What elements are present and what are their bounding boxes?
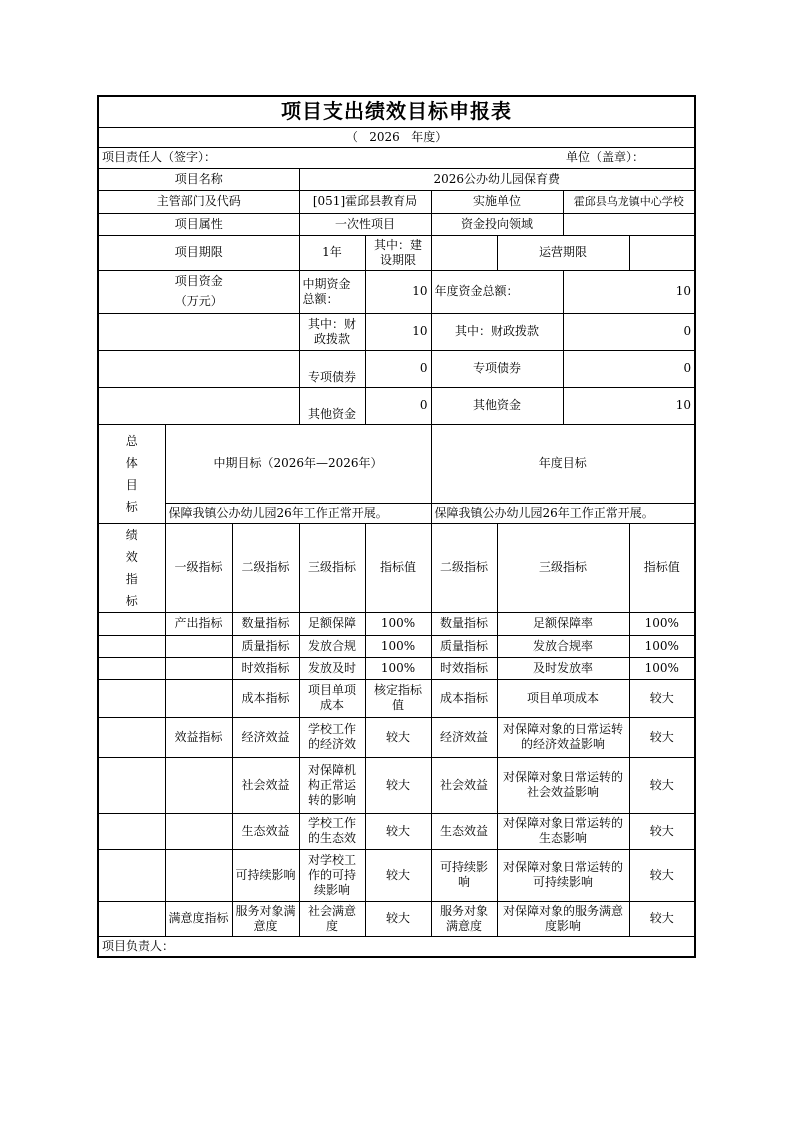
level3-cell: 学校工作的经济效 (299, 717, 365, 757)
mid-bond-value: 0 (365, 350, 431, 387)
investment-field-label: 资金投向领域 (431, 213, 563, 235)
project-funds-label-line1: 项目资金 (174, 274, 223, 288)
annual-level2-cell: 时效指标 (431, 657, 497, 679)
form-title: 项目支出绩效目标申报表 (98, 96, 695, 127)
overall-goal-label (98, 424, 165, 523)
value-cell: 核定指标值 (365, 679, 431, 717)
annual-level3-cell: 对保障对象的服务满意度影响 (497, 901, 629, 936)
level3-cell: 学校工作的生态效 (299, 813, 365, 849)
mid-goal-text: 保障我镇公办幼儿园26年工作正常开展。 (165, 503, 431, 523)
year-fiscal-label: 其中：财政拨款 (431, 313, 563, 350)
value-cell: 较大 (365, 849, 431, 901)
mid-total-value: 10 (365, 270, 431, 313)
value-cell: 较大 (365, 757, 431, 813)
level3-cell: 项目单项成本 (299, 679, 365, 717)
indicator-row (98, 679, 695, 717)
annual-value-cell: 较大 (629, 757, 695, 813)
level1-cell: 产出指标 (165, 612, 232, 635)
level3-cell: 对保障机构正常运转的影响 (299, 757, 365, 813)
level2-cell: 经济效益 (232, 717, 299, 757)
form-table (97, 95, 696, 958)
year-goal-header: 年度目标 (431, 424, 695, 503)
indicator-blank (98, 635, 165, 657)
investment-field-value (563, 213, 695, 235)
header-level2-annual: 二级指标 (431, 523, 497, 612)
annual-value-cell: 100% (629, 612, 695, 635)
year-total-label: 年度资金总额： (431, 270, 563, 313)
annual-value-cell: 100% (629, 657, 695, 679)
annual-level2-cell: 可持续影响 (431, 849, 497, 901)
value-cell: 100% (365, 657, 431, 679)
level2-cell: 可持续影响 (232, 849, 299, 901)
annual-value-cell: 较大 (629, 849, 695, 901)
operation-period-label: 运营期限 (497, 235, 629, 270)
project-name-label: 项目名称 (98, 168, 299, 190)
annual-value-cell: 较大 (629, 679, 695, 717)
year-bond-label: 专项债券 (431, 350, 563, 387)
construction-period-value (431, 235, 497, 270)
indicator-row (98, 612, 695, 635)
level1-cell (165, 813, 232, 849)
indicator-row (98, 757, 695, 813)
project-attribute-value: 一次性项目 (299, 213, 431, 235)
level3-cell: 发放及时 (299, 657, 365, 679)
indicator-blank (98, 813, 165, 849)
department-value: [051]霍邱县教育局 (299, 190, 431, 213)
indicator-blank (98, 679, 165, 717)
implementing-unit-value: 霍邱县乌龙镇中心学校 (563, 190, 695, 213)
mid-goal-header: 中期目标（2026年—2026年） (165, 424, 431, 503)
unit-seal-field[interactable]: 单位（盖章）： (563, 147, 695, 168)
level3-cell: 社会满意度 (299, 901, 365, 936)
indicator-label-text: 绩效指标 (125, 527, 138, 608)
level3-cell: 对学校工作的可持续影响 (299, 849, 365, 901)
level1-cell (165, 849, 232, 901)
level2-cell: 成本指标 (232, 679, 299, 717)
annual-level2-cell: 社会效益 (431, 757, 497, 813)
indicator-row (98, 717, 695, 757)
annual-level3-cell: 足额保障率 (497, 612, 629, 635)
indicator-blank (98, 717, 165, 757)
annual-level2-cell: 服务对象满意度 (431, 901, 497, 936)
project-leader-field[interactable]: 项目负责人： (98, 936, 695, 957)
level2-cell: 生态效益 (232, 813, 299, 849)
level3-cell: 发放合规 (299, 635, 365, 657)
indicator-blank (98, 901, 165, 936)
annual-level2-cell: 经济效益 (431, 717, 497, 757)
annual-level3-cell: 项目单项成本 (497, 679, 629, 717)
project-attribute-label: 项目属性 (98, 213, 299, 235)
mid-fiscal-value: 10 (365, 313, 431, 350)
annual-level3-cell: 对保障对象日常运转的可持续影响 (497, 849, 629, 901)
level1-cell (165, 635, 232, 657)
annual-level3-cell: 对保障对象日常运转的社会效益影响 (497, 757, 629, 813)
overall-goal-label-text: 总体目标 (125, 433, 138, 514)
fiscal-year: （ 2026 年度） (98, 127, 695, 147)
level1-cell: 满意度指标 (165, 901, 232, 936)
indicator-row (98, 813, 695, 849)
header-level3: 三级指标 (299, 523, 365, 612)
header-value-annual: 指标值 (629, 523, 695, 612)
annual-value-cell: 较大 (629, 717, 695, 757)
year-fiscal-value: 0 (563, 313, 695, 350)
mid-total-label: 中期资金总额： (299, 270, 365, 313)
level2-cell: 质量指标 (232, 635, 299, 657)
project-funds-label-line2: （万元） (174, 294, 223, 308)
indicator-blank (98, 849, 165, 901)
indicator-row (98, 635, 695, 657)
level1-cell (165, 679, 232, 717)
level1-cell (165, 757, 232, 813)
responsible-person-field[interactable]: 项目责任人（签字）： (98, 147, 563, 168)
mid-fiscal-label: 其中：财政拨款 (299, 313, 365, 350)
project-period-label: 项目期限 (98, 235, 299, 270)
level1-cell (165, 657, 232, 679)
header-level2: 二级指标 (232, 523, 299, 612)
value-cell: 100% (365, 635, 431, 657)
level2-cell: 时效指标 (232, 657, 299, 679)
annual-value-cell: 100% (629, 635, 695, 657)
project-period-value: 1年 (299, 235, 365, 270)
annual-level2-cell: 数量指标 (431, 612, 497, 635)
year-other-label: 其他资金 (431, 387, 563, 424)
mid-other-label: 其他资金 (299, 387, 365, 424)
header-level3-annual: 三级指标 (497, 523, 629, 612)
level1-cell: 效益指标 (165, 717, 232, 757)
annual-level3-cell: 对保障对象日常运转的生态影响 (497, 813, 629, 849)
annual-level3-cell: 发放合规率 (497, 635, 629, 657)
value-cell: 较大 (365, 717, 431, 757)
year-goal-text: 保障我镇公办幼儿园26年工作正常开展。 (431, 503, 695, 523)
value-cell: 100% (365, 612, 431, 635)
annual-level2-cell: 质量指标 (431, 635, 497, 657)
level2-cell: 社会效益 (232, 757, 299, 813)
level2-cell: 数量指标 (232, 612, 299, 635)
value-cell: 较大 (365, 901, 431, 936)
value-cell: 较大 (365, 813, 431, 849)
department-label: 主管部门及代码 (98, 190, 299, 213)
project-funds-label (98, 270, 299, 313)
mid-bond-label: 专项债券 (299, 350, 365, 387)
year-total-value: 10 (563, 270, 695, 313)
indicator-blank (98, 757, 165, 813)
indicator-label (98, 523, 165, 612)
annual-value-cell: 较大 (629, 901, 695, 936)
level2-cell: 服务对象满意度 (232, 901, 299, 936)
indicator-row (98, 901, 695, 936)
funds-blank-cell (98, 313, 299, 350)
construction-period-label: 其中：建设期限 (365, 235, 431, 270)
level3-cell: 足额保障 (299, 612, 365, 635)
annual-level2-cell: 成本指标 (431, 679, 497, 717)
indicator-blank (98, 657, 165, 679)
header-value: 指标值 (365, 523, 431, 612)
year-other-value: 10 (563, 387, 695, 424)
annual-level2-cell: 生态效益 (431, 813, 497, 849)
indicator-row (98, 657, 695, 679)
annual-value-cell: 较大 (629, 813, 695, 849)
funds-blank-cell (98, 387, 299, 424)
funds-blank-cell (98, 350, 299, 387)
operation-period-value (629, 235, 695, 270)
implementing-unit-label: 实施单位 (431, 190, 563, 213)
mid-other-value: 0 (365, 387, 431, 424)
indicator-row (98, 849, 695, 901)
annual-level3-cell: 对保障对象的日常运转的经济效益影响 (497, 717, 629, 757)
header-level1: 一级指标 (165, 523, 232, 612)
year-bond-value: 0 (563, 350, 695, 387)
indicator-blank (98, 612, 165, 635)
project-name-value: 2026公办幼儿园保育费 (299, 168, 695, 190)
performance-goal-form (97, 95, 694, 953)
annual-level3-cell: 及时发放率 (497, 657, 629, 679)
